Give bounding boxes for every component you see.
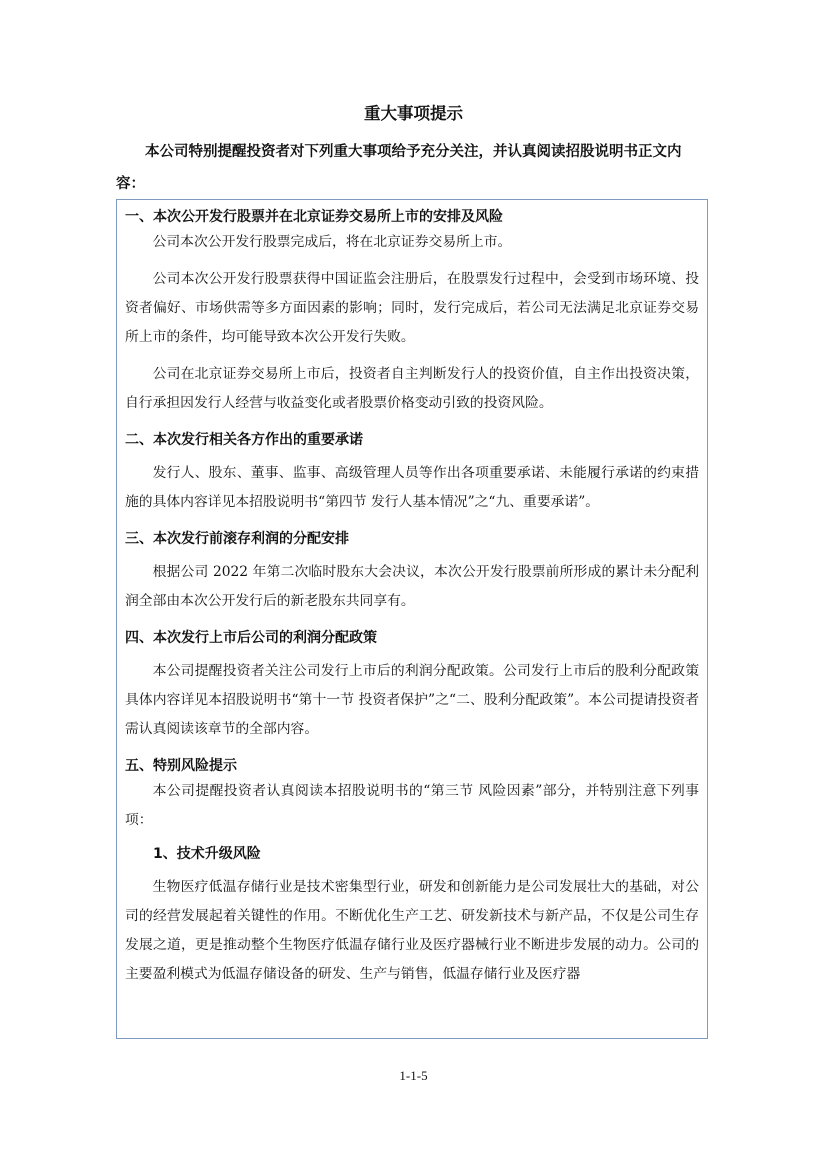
section-heading-3: 三、本次发行前滚存利润的分配安排 bbox=[125, 531, 349, 547]
section-1-paragraph-1: 公司本次公开发行股票完成后，将在北京证券交易所上市。 bbox=[152, 234, 512, 250]
section-4-paragraph-1: 本公司提醒投资者关注公司发行上市后的利润分配政策。公司发行上市后的股利分配政策具体内容详见本招股说明书“第十一节 投资者保护”之“二、股利分配政策”。本公司提请投资者需认真阅读该章节的全部内容。 bbox=[125, 663, 699, 737]
section-heading-5: 五、特别风险提示 bbox=[125, 758, 237, 774]
section-2-paragraph-1: 发行人、股东、董事、监事、高级管理人员等作出各项重要承诺、未能履行承诺的约束措施的具体内容详见本招股说明书“第四节 发行人基本情况”之“九、重要承诺”。 bbox=[125, 465, 699, 510]
intro-paragraph: 本公司特别提醒投资者对下列重大事项给予充分关注，并认真阅读招股说明书正文内容： bbox=[116, 144, 682, 192]
section-heading-2: 二、本次发行相关各方作出的重要承诺 bbox=[125, 432, 363, 448]
section-5-paragraph-1: 本公司提醒投资者认真阅读本招股说明书的“第三节 风险因素”部分，并特别注意下列事项： bbox=[125, 783, 699, 828]
section-heading-4: 四、本次发行上市后公司的利润分配政策 bbox=[125, 630, 377, 646]
subsection-heading-tech-risk: 1、技术升级风险 bbox=[153, 846, 261, 862]
section-3-paragraph-1: 根据公司 2022 年第二次临时股东大会决议，本次公开发行股票前所形成的累计未分配利润全部由本次公开发行后的新老股东共同享有。 bbox=[125, 564, 699, 609]
page-title: 重大事项提示 bbox=[364, 104, 463, 123]
section-1-paragraph-2: 公司本次公开发行股票获得中国证监会注册后，在股票发行过程中，会受到市场环境、投资者偏好、市场供需等多方面因素的影响；同时，发行完成后，若公司无法满足北京证券交易所上市的条件，均可能导致本次公开发行失败。 bbox=[125, 271, 699, 345]
section-heading-1: 一、本次公开发行股票并在北京证券交易所上市的安排及风险 bbox=[125, 209, 503, 225]
page-number: 1-1-5 bbox=[399, 1068, 428, 1083]
section-1-paragraph-3: 公司在北京证券交易所上市后，投资者自主判断发行人的投资价值，自主作出投资决策，自行承担因发行人经营与收益变化或者股票价格变动引致的投资风险。 bbox=[125, 366, 699, 411]
important-matters-box bbox=[116, 199, 708, 1039]
subsection-paragraph-tech-risk: 生物医疗低温存储行业是技术密集型行业，研发和创新能力是公司发展壮大的基础，对公司的经营发展起着关键性的作用。不断优化生产工艺、研发新技术与新产品，不仅是公司生存发展之道，更是推动整个生物医疗低温存储行业及医疗器械行业不断进步发展的动力。公司的主要盈利模式为低温存储设备的研发、生产与销售，低温存储行业及医疗器 bbox=[125, 879, 699, 982]
